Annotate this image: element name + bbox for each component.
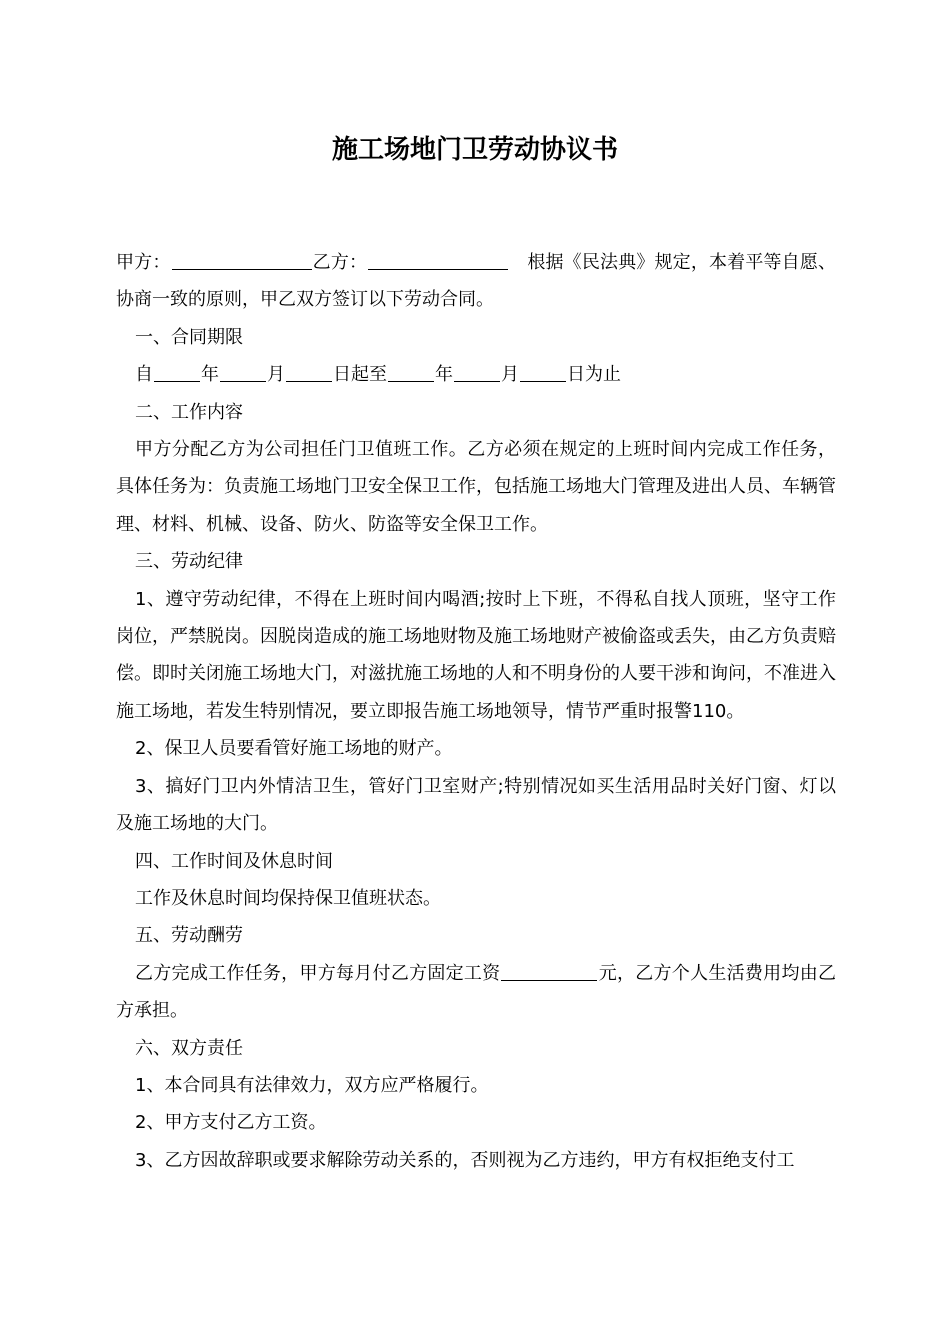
term-blank-month2 <box>454 363 500 382</box>
section-2-text: 甲方分配乙方为公司担任门卫值班工作。乙方必须在规定的上班时间内完成工作任务，具体任务为：负责施工场地门卫安全保卫工作，包括施工场地大门管理及进出人员、车辆管理、材料、机械、设备、防火、防盗等安全保卫工作。 <box>116 439 836 535</box>
document-body <box>116 244 836 1179</box>
term-year2: 年 <box>435 364 453 386</box>
section-3-heading: 三、劳动纪律 <box>135 551 243 573</box>
salary-text-after: 元，乙方个人生活费用均由乙方承担。 <box>116 962 836 1022</box>
party-b-label: 乙方： <box>312 252 368 273</box>
intro-paragraph <box>116 244 836 319</box>
section-4-text: 工作及休息时间均保持保卫值班状态。 <box>135 887 441 909</box>
term-blank-day2 <box>520 363 566 382</box>
section-5-text <box>116 955 836 1030</box>
section-1-heading: 一、合同期限 <box>135 326 243 348</box>
section-4-heading: 四、工作时间及休息时间 <box>135 850 333 872</box>
section-6-item-1: 1、本合同具有法律效力，双方应严格履行。 <box>135 1074 489 1096</box>
document-title: 施工场地门卫劳动协议书 <box>331 135 618 165</box>
section-6-item-3: 3、乙方因故辞职或要求解除劳动关系的，否则视为乙方违约，甲方有权拒绝支付工 <box>135 1149 795 1171</box>
section-3-item-2: 2、保卫人员要看管好施工场地的财产。 <box>135 738 453 760</box>
term-year1: 年 <box>201 364 219 386</box>
term-blank-year1 <box>154 363 200 382</box>
term-day2: 日为止 <box>567 364 621 386</box>
term-from: 自 <box>135 364 153 386</box>
term-month1: 月 <box>267 364 285 386</box>
section-6-item-2: 2、甲方支付乙方工资。 <box>135 1112 327 1134</box>
salary-text-before: 乙方完成工作任务，甲方每月付乙方固定工资 <box>135 962 501 984</box>
term-blank-month1 <box>220 363 266 382</box>
term-day1: 日起至 <box>333 364 387 386</box>
section-6-heading: 六、双方责任 <box>135 1037 243 1059</box>
party-b-blank <box>368 251 508 270</box>
intro-lead: 根据《民法典》规定，本着平等自愿、协商一致的原则，甲乙双方签订以下劳动合同。 <box>116 252 837 311</box>
section-2-heading: 二、工作内容 <box>135 401 243 423</box>
term-month2: 月 <box>501 364 519 386</box>
term-blank-year2 <box>388 363 434 382</box>
party-a-label: 甲方： <box>116 252 171 273</box>
salary-blank <box>501 962 597 981</box>
section-3-item-1: 1、遵守劳动纪律，不得在上班时间内喝酒;按时上下班，不得私自找人顶班，坚守工作岗位，严禁脱岗。因脱岗造成的施工场地财物及施工场地财产被偷盗或丢失，由乙方负责赔偿。即时关闭施工场地大门，对滋扰施工场地的人和不明身份的人要干涉和询问，不准进入施工场地，若发生特别情况，要立即报告施工场地领导，情节严重时报警110。 <box>116 588 836 722</box>
party-a-blank <box>172 251 312 270</box>
section-3-item-3: 3、搞好门卫内外情洁卫生，管好门卫室财产;特别情况如买生活用品时关好门窗、灯以及施工场地的大门。 <box>116 775 836 835</box>
term-line <box>116 356 836 393</box>
term-blank-day1 <box>286 363 332 382</box>
section-5-heading: 五、劳动酬劳 <box>135 925 243 947</box>
